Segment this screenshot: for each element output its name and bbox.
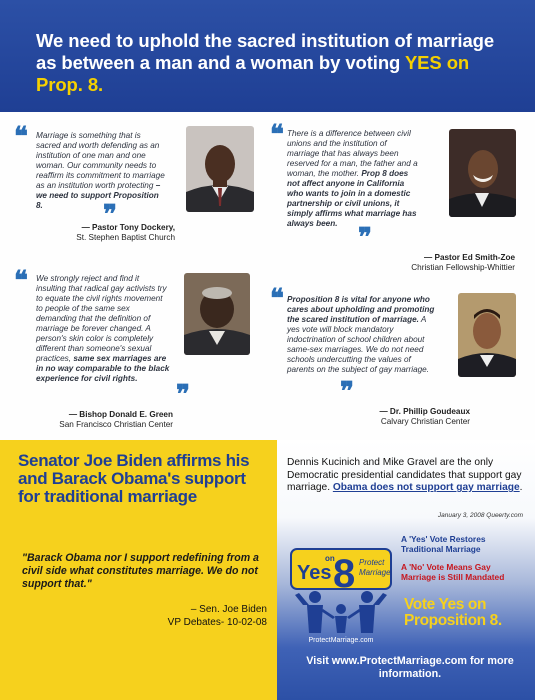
quote-text (287, 129, 419, 229)
logo-yes-text: Yes (297, 562, 332, 584)
quote-text-bold: Proposition 8 is vital for anyone who cares about upholding and promoting the scared institution of marriage. (287, 295, 435, 324)
biden-attribution (22, 603, 267, 629)
yes-on-8-logo (285, 529, 397, 645)
quote-text-plain: A yes vote will block mandatory indoctrination of school children about same-sex marriages. We do not need schools undercutting the values of parents on the subject of gay marriage. (287, 315, 429, 374)
speaker-name: — Dr. Phillip Goudeaux (379, 407, 470, 416)
logo-marriage-text: Marriage (359, 568, 391, 577)
visit-website-text: Visit www.ProtectMarriage.com for more information. (306, 655, 514, 680)
portrait-photo (184, 273, 250, 355)
portrait-photo (186, 126, 254, 212)
open-quote-icon: ❝ (270, 120, 284, 150)
close-quote-icon: ❞ (340, 377, 354, 407)
obama-statement: Obama does not support gay marriage (332, 482, 520, 493)
speaker-name: — Bishop Donald E. Green (68, 410, 173, 419)
open-quote-icon: ❝ (270, 284, 284, 314)
vote-yes-slogan: Vote Yes on Proposition 8. (404, 596, 502, 629)
header-banner (0, 0, 535, 112)
biden-quote: "Barack Obama nor I support redefining from a civil side what constitutes marriage. We do not support that." (22, 552, 259, 590)
family-icon (295, 591, 387, 633)
attribution (330, 253, 515, 273)
headline (36, 30, 516, 96)
kucinich-text: Dennis Kucinich and Mike Gravel are the only Democratic presidential candidates that support gay marriage. (287, 457, 522, 493)
kucinich-statement (287, 457, 527, 495)
open-quote-icon: ❝ (14, 266, 28, 296)
close-quote-icon: ❞ (103, 200, 117, 230)
speaker-name: — Pastor Tony Dockery, (81, 223, 175, 232)
quote-text-bold: – we need to support Proposition 8. (36, 181, 161, 210)
attribution (40, 223, 175, 243)
quote-text (36, 274, 170, 384)
quote-text-bold: Prop 8 does not affect anyone in California who wants to join in a domestic partnership or civil unions, it simply affirms what marriage has always been. (287, 169, 417, 228)
speaker-org: Christian Fellowship-Whittier (411, 263, 515, 272)
portrait-photo (458, 293, 516, 377)
source-citation: January 3, 2008 Queerty.com (437, 512, 523, 519)
yes-vote-restores: A 'Yes' Vote Restores Traditional Marriage (401, 534, 486, 554)
logo-eight-text: 8 (333, 552, 356, 596)
portrait-photo (449, 129, 516, 217)
close-quote-icon: ❞ (176, 380, 190, 410)
quote-text (287, 295, 437, 375)
close-quote-icon: ❞ (358, 223, 372, 253)
logo-on-text: on (325, 554, 335, 563)
quote-text (36, 131, 166, 211)
biden-name: – Sen. Joe Biden (190, 604, 267, 615)
quote-text-plain: There is a difference between civil unions and the institution of marriage that has always been reserved for a man, the father and a woman, the mother. (287, 129, 418, 178)
headline-highlight: YES on Prop. 8. (36, 52, 470, 95)
headline-text: We need to uphold the sacred institution of marriage as between a man and a woman by voting (36, 30, 495, 73)
logo-url-text: ProtectMarriage.com (308, 637, 374, 644)
attribution (40, 410, 173, 430)
open-quote-icon: ❝ (14, 122, 28, 152)
no-vote-mandated: A 'No' Vote Means Gay Marriage is Still Mandated (401, 562, 505, 582)
quote-text-plain: We strongly reject and find it insulting that radical gay activists try to equate the civil rights movement to people of the same sex demanding that the definition of marriage be forever changed. A person's skin color is completely different than someone's sexual practices, (36, 274, 167, 363)
speaker-org: St. Stephen Baptist Church (76, 233, 175, 242)
speaker-name: — Pastor Ed Smith-Zoe (424, 253, 515, 262)
logo-protect-text: Protect (359, 558, 385, 567)
kucinich-end: . (519, 482, 523, 493)
biden-title: Senator Joe Biden affirms his and Barack Obama's support for traditional marriage (18, 451, 250, 506)
quote-text-plain: Marriage is something that is sacred and worth defending as an institution of one man and one woman. Our community needs to reaffirm its commitment to marriage as an institution worth protecting (36, 131, 165, 190)
speaker-org: Calvary Christian Center (380, 417, 470, 426)
biden-event: VP Debates- 10-02-08 (167, 617, 267, 628)
quote-text-bold: same sex marriages are in no way comparable to the black experience for civil rights. (36, 354, 170, 383)
speaker-org: San Francisco Christian Center (59, 420, 173, 429)
attribution (330, 407, 470, 427)
